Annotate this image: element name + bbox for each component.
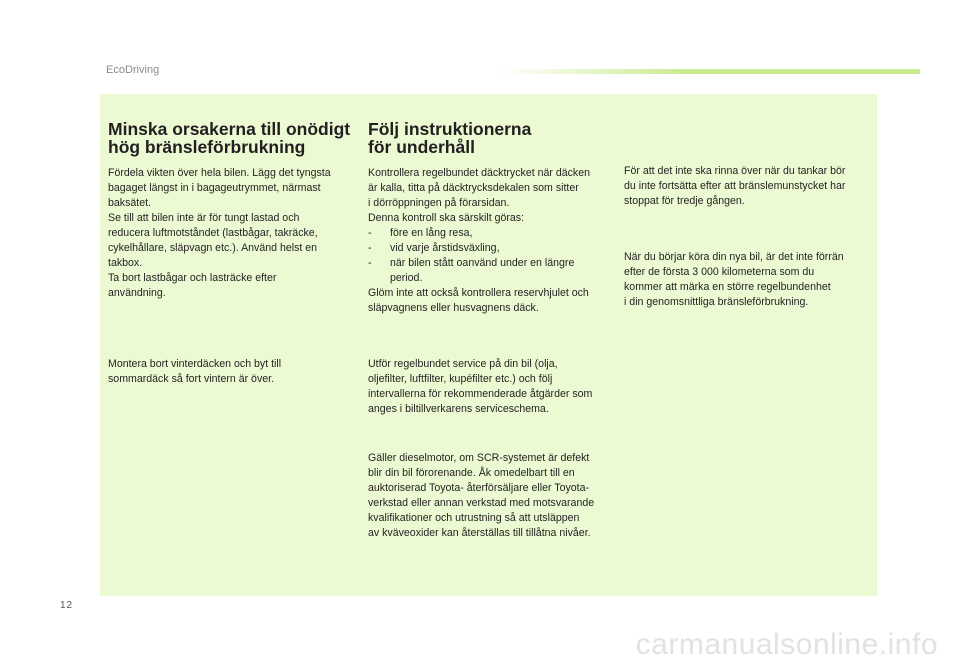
paragraph-service: Utför regelbundet service på din bil (olja, oljefilter, luftfilter, kupéfilter etc.) och följ intervallerna för rekommenderade åtgärder som anges i biltillverkarens serviceschema. — [368, 358, 593, 415]
paragraph-break-in: När du börjar köra din nya bil, är det inte förrän efter de första 3 000 kilometerna som du kommer att märka en större regelbundenhet i din genomsnittliga bränsleförbrukning. — [624, 251, 844, 308]
content-panel — [100, 94, 877, 596]
heading-line: Följ instruktionerna — [368, 119, 532, 139]
paragraph-weight-distribution: Fördela vikten över hela bilen. Lägg det tyngsta bagaget längst in i bagageutrymmet, närmast baksätet. Se till att bilen inte är för tungt lastad och reducera luftmotståndet (lastbågar, takräcke, cykelhållare, släpvagn etc.). Använd helst en takbox. Ta bort lastbågar och lasträcke efter användning. — [108, 167, 331, 299]
heading-line: för underhåll — [368, 137, 475, 157]
list-item: - vid varje årstidsväxling, — [368, 241, 618, 256]
heading-load-reduction — [108, 120, 358, 156]
header-accent-bar — [500, 69, 920, 74]
paragraph-winter-tyres: Montera bort vinterdäcken och byt till sommardäck så fort vintern är över. — [108, 358, 282, 385]
check-occasions-list — [368, 226, 618, 286]
list-item: - när bilen stått oanvänd under en längre period. — [368, 256, 618, 286]
page-number: 12 — [60, 600, 74, 611]
paragraph-refuelling: För att det inte ska rinna över när du tankar bör du inte fortsätta efter att bränslemunstycket har stoppat för tredje gången. — [624, 165, 846, 207]
paragraph-scr-system: Gäller dieselmotor, om SCR-systemet är defekt blir din bil förorenande. Åk omedelbart till en auktoriserad Toyota- återförsäljare eller Toyota- verkstad eller annan verkstad med motsvarande kvalifikationer och utrustning så att utsläppen av kväveoxider kan återställas till tillåtna nivåer. — [368, 452, 595, 539]
column-load-reduction — [108, 119, 358, 385]
heading-line: hög bränsleförbrukning — [108, 137, 306, 157]
column-maintenance — [368, 119, 618, 539]
heading-maintenance — [368, 120, 618, 156]
watermark: carmanualsonline.info — [635, 628, 938, 661]
paragraph-tyre-pressure: Kontrollera regelbundet däcktrycket när däcken är kalla, titta på däcktrycksdekalen som sitter i dörröppningen på förarsidan. Denna kontroll ska särskilt göras: — [368, 167, 591, 224]
section-header-label: EcoDriving — [106, 64, 160, 76]
paragraph-spare-wheel: Glöm inte att också kontrollera reservhjulet och släpvagnens eller husvagnens däck. — [368, 287, 589, 314]
list-item: - före en lång resa, — [368, 226, 618, 241]
heading-line: Minska orsakerna till onödigt — [108, 119, 351, 139]
column-fuel-tips — [624, 164, 874, 308]
